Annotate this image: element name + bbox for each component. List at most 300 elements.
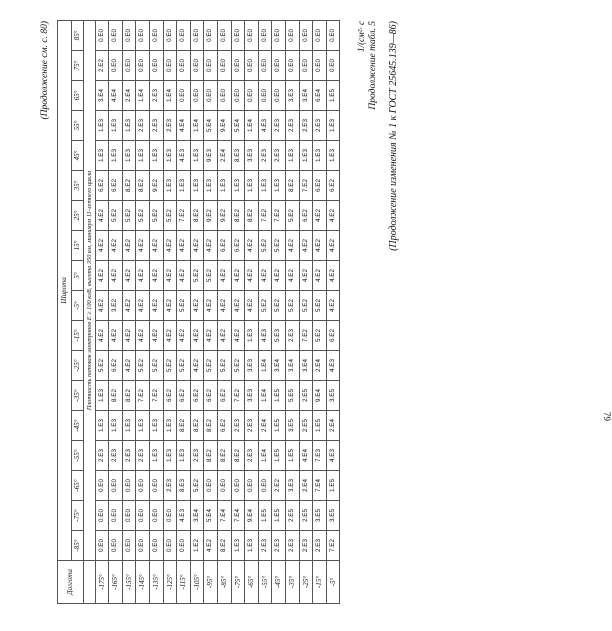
flux-value-cell: 5.E2 — [313, 321, 327, 351]
flux-value-cell: 4.E2 — [326, 231, 340, 261]
flux-value-cell: 4.E2 — [299, 231, 313, 261]
flux-value-cell: 3.E3 — [285, 81, 299, 111]
flux-value-cell: 4.E2 — [95, 291, 109, 321]
table-row — [231, 20, 245, 603]
table-caption: Плотность потоков электронов Е ≥ 100 кэВ, высота 350 км, минимум 11-летнего цикла — [83, 20, 95, 560]
flux-value-cell: 1.E5 — [272, 411, 286, 441]
flux-value-cell: 4.E2 — [149, 261, 163, 291]
flux-value-cell: 0.E0 — [177, 531, 191, 561]
flux-value-cell: 3.E3 — [285, 471, 299, 501]
flux-value-cell: 9.E3 — [204, 141, 218, 171]
flux-value-cell: 2.E3 — [136, 111, 150, 141]
flux-value-cell: 2.E3 — [258, 531, 272, 561]
table-row — [326, 20, 340, 603]
flux-value-cell: 1.E3 — [95, 381, 109, 411]
flux-value-cell: 0.E0 — [109, 471, 123, 501]
flux-value-cell: 5.E4 — [231, 111, 245, 141]
flux-value-cell: 0.E0 — [231, 81, 245, 111]
flux-value-cell: 1.E5 — [258, 501, 272, 531]
latitude-label: -5° — [71, 291, 83, 321]
flux-value-cell: 1.E3 — [163, 441, 177, 471]
flux-value-cell: 0.E0 — [258, 81, 272, 111]
flux-value-cell: 6.E2 — [326, 171, 340, 201]
flux-value-cell: 4.E2 — [149, 321, 163, 351]
flux-value-cell: 9.E2 — [217, 201, 231, 231]
flux-value-cell: 2.E4 — [122, 81, 136, 111]
flux-value-cell: 5.E4 — [204, 111, 218, 141]
flux-value-cell: 5.E2 — [285, 291, 299, 321]
flux-value-cell: 0.E0 — [285, 51, 299, 81]
flux-value-cell: 3.E5 — [313, 501, 327, 531]
flux-value-cell: 4.E3 — [258, 321, 272, 351]
flux-value-cell: 7.E2 — [299, 321, 313, 351]
flux-value-cell: 6.E2 — [231, 231, 245, 261]
flux-value-cell: 4.E2 — [217, 321, 231, 351]
flux-value-cell: 5.E2 — [299, 291, 313, 321]
flux-value-cell: 1.E3 — [190, 171, 204, 201]
table-row — [177, 20, 191, 603]
units-label: 1/(см²· с — [356, 21, 366, 52]
flux-value-cell: 6.E2 — [109, 351, 123, 381]
flux-value-cell: 0.E0 — [272, 20, 286, 50]
flux-value-cell: 2.E3 — [258, 141, 272, 171]
flux-value-cell: 0.E0 — [272, 51, 286, 81]
flux-value-cell: 1.E3 — [299, 141, 313, 171]
flux-value-cell: 1.E3 — [109, 111, 123, 141]
table-row — [95, 20, 109, 603]
flux-value-cell: 4.E2 — [149, 231, 163, 261]
flux-value-cell: 0.E0 — [149, 501, 163, 531]
flux-value-cell: 4.E2 — [163, 231, 177, 261]
flux-value-cell: 5.E4 — [204, 501, 218, 531]
flux-value-cell: 0.E0 — [95, 471, 109, 501]
flux-value-cell: 0.E0 — [136, 501, 150, 531]
flux-value-cell: 1.E3 — [177, 441, 191, 471]
flux-value-cell: 3.E3 — [245, 381, 259, 411]
flux-value-cell: 0.E0 — [217, 471, 231, 501]
flux-value-cell: 5.E2 — [204, 351, 218, 381]
flux-value-cell: 4.E4 — [177, 111, 191, 141]
flux-value-cell: 2.E5 — [285, 501, 299, 531]
flux-value-cell: 0.E0 — [313, 20, 327, 50]
flux-value-cell: 2.E3 — [285, 321, 299, 351]
flux-value-cell: 1.E3 — [149, 141, 163, 171]
table-row — [149, 20, 163, 603]
flux-value-cell: 8.E2 — [122, 381, 136, 411]
flux-value-cell: 1.E3 — [245, 531, 259, 561]
flux-value-cell: 7.E4 — [313, 471, 327, 501]
flux-value-cell: 4.E3 — [177, 141, 191, 171]
flux-value-cell: 1.E4 — [163, 81, 177, 111]
flux-value-cell: 2.E3 — [190, 441, 204, 471]
flux-value-cell: 3.E5 — [326, 381, 340, 411]
flux-value-cell: 1.E5 — [326, 81, 340, 111]
flux-value-cell: 4.E2 — [163, 321, 177, 351]
flux-value-cell: 3.E4 — [299, 351, 313, 381]
flux-value-cell: 1.E3 — [95, 111, 109, 141]
flux-value-cell: 4.E2 — [122, 261, 136, 291]
flux-value-cell: 1.E4 — [245, 111, 259, 141]
flux-value-cell: 5.E2 — [258, 231, 272, 261]
table-row — [122, 20, 136, 603]
flux-value-cell: 6.E2 — [204, 381, 218, 411]
flux-value-cell: 4.E2 — [204, 291, 218, 321]
table-row — [217, 20, 231, 603]
flux-value-cell: 7.E2 — [299, 171, 313, 201]
flux-value-cell: 6.E2 — [326, 321, 340, 351]
flux-value-cell: 0.E0 — [190, 81, 204, 111]
flux-value-cell: 3.E4 — [299, 81, 313, 111]
table-row — [245, 20, 259, 603]
latitude-label: 25° — [71, 201, 83, 231]
flux-value-cell: 1.E4 — [136, 81, 150, 111]
flux-value-cell: 4.E2 — [285, 261, 299, 291]
flux-value-cell: 6.E2 — [163, 381, 177, 411]
flux-value-cell: 2.E3 — [272, 531, 286, 561]
flux-value-cell: 4.E2 — [204, 531, 218, 561]
flux-value-cell: 7.E2 — [258, 201, 272, 231]
flux-value-cell: 4.E3 — [258, 111, 272, 141]
flux-value-cell: 4.E2 — [313, 261, 327, 291]
flux-value-cell: 7.E3 — [313, 441, 327, 471]
flux-value-cell: 0.E0 — [258, 20, 272, 50]
flux-value-cell: 0.E0 — [258, 51, 272, 81]
flux-value-cell: 6.E2 — [190, 381, 204, 411]
flux-value-cell: 2.E4 — [313, 351, 327, 381]
table-row — [299, 20, 313, 603]
flux-value-cell: 0.E0 — [122, 51, 136, 81]
flux-value-cell: 0.E0 — [109, 501, 123, 531]
flux-value-cell: 0.E0 — [177, 81, 191, 111]
flux-value-cell: 2.E3 — [149, 81, 163, 111]
longitude-cell: -45° — [272, 561, 286, 604]
flux-value-cell: 1.E4 — [258, 441, 272, 471]
flux-value-cell: 0.E0 — [95, 501, 109, 531]
flux-value-cell: 6.E4 — [313, 81, 327, 111]
document-title: (Продолжение изменения № 1 к ГОСТ 25645.139—86) — [388, 21, 399, 251]
flux-value-cell: 3.E4 — [95, 81, 109, 111]
flux-value-cell: 0.E0 — [204, 81, 218, 111]
flux-value-cell: 4.E2 — [136, 231, 150, 261]
flux-value-cell: 4.E2 — [245, 291, 259, 321]
flux-value-cell: 5.E2 — [163, 351, 177, 381]
flux-value-cell: 4.E2 — [326, 291, 340, 321]
flux-value-cell: 7.E2 — [272, 201, 286, 231]
flux-value-cell: 1.E3 — [149, 411, 163, 441]
flux-value-cell: 4.E2 — [190, 291, 204, 321]
flux-value-cell: 2.E3 — [285, 531, 299, 561]
flux-value-cell: 5.E2 — [136, 351, 150, 381]
flux-value-cell: 2.E5 — [299, 501, 313, 531]
longitude-cell: -175° — [95, 561, 109, 604]
flux-value-cell: 4.E2 — [122, 291, 136, 321]
flux-value-cell: 4.E3 — [326, 441, 340, 471]
flux-value-cell: 4.E2 — [190, 321, 204, 351]
flux-value-cell: 9.E4 — [245, 501, 259, 531]
flux-value-cell: 0.E0 — [231, 20, 245, 50]
table-row — [258, 20, 272, 603]
flux-value-cell: 2.E3 — [122, 441, 136, 471]
flux-value-cell: 0.E0 — [149, 51, 163, 81]
flux-value-cell: 0.E0 — [136, 20, 150, 50]
flux-value-cell: 8.E3 — [231, 141, 245, 171]
flux-value-cell: 3.E5 — [285, 411, 299, 441]
flux-value-cell: 4.E2 — [299, 261, 313, 291]
table-row — [313, 20, 327, 603]
flux-value-cell: 0.E0 — [204, 20, 218, 50]
flux-value-cell: 3.E2 — [109, 291, 123, 321]
flux-value-cell: 0.E0 — [217, 51, 231, 81]
flux-value-cell: 1.E3 — [272, 171, 286, 201]
flux-value-cell: 7.E4 — [231, 501, 245, 531]
longitude-header: Долгота — [58, 561, 84, 604]
latitude-label: 45° — [71, 141, 83, 171]
flux-value-cell: 0.E0 — [163, 20, 177, 50]
flux-value-cell: 5.E3 — [272, 321, 286, 351]
flux-value-cell: 4.E2 — [217, 291, 231, 321]
flux-value-cell: 1.E5 — [313, 411, 327, 441]
latitude-label: 5° — [71, 261, 83, 291]
flux-value-cell: 1.E3 — [231, 171, 245, 201]
flux-value-cell: 4.E2 — [231, 261, 245, 291]
flux-value-cell: 5.E5 — [285, 381, 299, 411]
flux-value-cell: 1.E3 — [245, 321, 259, 351]
flux-value-cell: 8.E2 — [231, 201, 245, 231]
flux-value-cell: 0.E0 — [122, 501, 136, 531]
flux-value-cell: 4.E2 — [122, 351, 136, 381]
flux-value-cell: 3.E4 — [190, 501, 204, 531]
flux-value-cell: 1.E3 — [149, 441, 163, 471]
flux-value-cell: 0.E0 — [313, 51, 327, 81]
flux-value-cell: 6.E2 — [217, 411, 231, 441]
flux-value-cell: 4.E2 — [109, 231, 123, 261]
flux-value-cell: 0.E0 — [299, 51, 313, 81]
flux-value-cell: 4.E2 — [177, 261, 191, 291]
caption-spacer — [83, 561, 95, 604]
flux-value-cell: 0.E0 — [177, 20, 191, 50]
longitude-cell: -55° — [258, 561, 272, 604]
latitude-label: 15° — [71, 231, 83, 261]
flux-value-cell: 0.E0 — [190, 20, 204, 50]
flux-value-cell: 4.E2 — [149, 291, 163, 321]
latitude-label: 65° — [71, 81, 83, 111]
flux-value-cell: 4.E2 — [136, 291, 150, 321]
flux-value-cell: 1.E3 — [245, 171, 259, 201]
flux-value-cell: 4.E2 — [109, 261, 123, 291]
flux-value-cell: 0.E0 — [122, 531, 136, 561]
flux-value-cell: 4.E2 — [190, 231, 204, 261]
flux-value-cell: 0.E0 — [299, 20, 313, 50]
flux-value-cell: 2.E3 — [285, 111, 299, 141]
flux-value-cell: 7.E2 — [177, 201, 191, 231]
flux-value-cell: 0.E0 — [217, 20, 231, 50]
flux-value-cell: 0.E0 — [136, 51, 150, 81]
flux-value-cell: 2.E3 — [313, 531, 327, 561]
page-number: 79 — [602, 412, 612, 421]
longitude-cell: -35° — [285, 561, 299, 604]
flux-value-cell: 9.E2 — [149, 171, 163, 201]
flux-value-cell: 9.E4 — [313, 381, 327, 411]
table-row — [204, 20, 218, 603]
flux-value-cell: 2.E3 — [231, 411, 245, 441]
latitude-label: -85° — [71, 531, 83, 561]
flux-value-cell: 1.E5 — [326, 471, 340, 501]
flux-value-cell: 1.E3 — [163, 171, 177, 201]
latitude-label: -45° — [71, 411, 83, 441]
flux-value-cell: 0.E0 — [245, 471, 259, 501]
flux-value-cell: 2.E3 — [272, 141, 286, 171]
flux-value-cell: 5.E2 — [258, 291, 272, 321]
flux-value-cell: 1.E5 — [272, 441, 286, 471]
flux-value-cell: 5.E2 — [285, 201, 299, 231]
flux-value-cell: 5.E2 — [190, 261, 204, 291]
flux-value-cell: 4.E2 — [163, 291, 177, 321]
flux-value-cell: 4.E2 — [326, 261, 340, 291]
flux-value-cell: 4.E3 — [177, 501, 191, 531]
flux-value-cell: 3.E4 — [285, 351, 299, 381]
flux-table — [57, 20, 340, 604]
flux-value-cell: 4.E4 — [109, 81, 123, 111]
flux-value-cell: 1.E3 — [136, 411, 150, 441]
flux-value-cell: 0.E0 — [95, 20, 109, 50]
flux-value-cell: 8.E2 — [109, 381, 123, 411]
latitude-label: 75° — [71, 51, 83, 81]
flux-value-cell: 0.E0 — [217, 81, 231, 111]
flux-value-cell: 2.E4 — [299, 471, 313, 501]
flux-value-cell: 2.E3 — [299, 531, 313, 561]
flux-value-cell: 5.E2 — [204, 261, 218, 291]
flux-value-cell: 0.E0 — [245, 81, 259, 111]
flux-value-cell: 4.E2 — [177, 231, 191, 261]
flux-value-cell: 0.E0 — [163, 531, 177, 561]
flux-value-cell: 1.E3 — [109, 141, 123, 171]
flux-value-cell: 1.E4 — [258, 351, 272, 381]
flux-value-cell: 8.E2 — [204, 441, 218, 471]
flux-value-cell: 0.E0 — [285, 20, 299, 50]
flux-value-cell: 4.E2 — [109, 321, 123, 351]
flux-value-cell: 4.E2 — [95, 321, 109, 351]
flux-value-cell: 4.E2 — [245, 231, 259, 261]
flux-value-cell: 8.E2 — [245, 201, 259, 231]
table-row — [190, 20, 204, 603]
flux-value-cell: 5.E2 — [272, 231, 286, 261]
table-row — [109, 20, 123, 603]
longitude-cell: -125° — [163, 561, 177, 604]
flux-value-cell: 8.E2 — [217, 531, 231, 561]
flux-value-cell: 0.E0 — [326, 20, 340, 50]
flux-value-cell: 4.E2 — [313, 201, 327, 231]
flux-value-cell: 1.E3 — [217, 171, 231, 201]
flux-value-cell: 4.E4 — [299, 441, 313, 471]
flux-value-cell: 8.E2 — [122, 171, 136, 201]
longitude-cell: -25° — [299, 561, 313, 604]
flux-value-cell: 2.E3 — [313, 111, 327, 141]
latitude-label: 85° — [71, 20, 83, 50]
flux-value-cell: 8.E2 — [177, 411, 191, 441]
flux-value-cell: 4.E2 — [204, 231, 218, 261]
flux-value-cell: 6.E2 — [299, 201, 313, 231]
flux-value-cell: 1.E3 — [109, 411, 123, 441]
flux-value-cell: 4.E2 — [95, 231, 109, 261]
flux-value-cell: 4.E2 — [95, 201, 109, 231]
flux-value-cell: 1.E2 — [190, 531, 204, 561]
flux-value-cell: 1.E3 — [177, 171, 191, 201]
flux-value-cell: 4.E2 — [285, 231, 299, 261]
flux-value-cell: 0.E0 — [136, 531, 150, 561]
flux-value-cell: 7.E2 — [231, 381, 245, 411]
flux-value-cell: 4.E2 — [122, 231, 136, 261]
flux-value-cell: 5.E2 — [95, 351, 109, 381]
flux-value-cell: 2.E3 — [299, 111, 313, 141]
table-row — [285, 20, 299, 603]
flux-value-cell: 1.E5 — [285, 441, 299, 471]
longitude-cell: -15° — [313, 561, 327, 604]
flux-value-cell: 1.E3 — [258, 171, 272, 201]
flux-value-cell: 4.E2 — [136, 261, 150, 291]
flux-value-cell: 1.E3 — [285, 141, 299, 171]
flux-value-cell: 5.E2 — [217, 351, 231, 381]
flux-value-cell: 2.E3 — [109, 441, 123, 471]
flux-value-cell: 5.E2 — [163, 201, 177, 231]
flux-value-cell: 5.E2 — [149, 351, 163, 381]
flux-value-cell: 2.E4 — [258, 411, 272, 441]
flux-value-cell: 5.E2 — [122, 201, 136, 231]
flux-value-cell: 1.E4 — [190, 111, 204, 141]
longitude-cell: -75° — [231, 561, 245, 604]
flux-value-cell: 1.E5 — [272, 381, 286, 411]
flux-value-cell: 8.E2 — [190, 411, 204, 441]
flux-value-cell: 0.E0 — [163, 501, 177, 531]
flux-value-cell: 6.E2 — [95, 171, 109, 201]
flux-value-cell: 5.E2 — [313, 291, 327, 321]
flux-value-cell: 4.E2 — [204, 321, 218, 351]
flux-value-cell: 1.E3 — [204, 171, 218, 201]
flux-value-cell: 8.E2 — [231, 441, 245, 471]
footer-continuation: (Продолжение см. с. 80) — [40, 21, 50, 120]
flux-value-cell: 0.E0 — [109, 20, 123, 50]
flux-value-cell: 5.E2 — [136, 201, 150, 231]
flux-value-cell: 2.E3 — [272, 111, 286, 141]
latitude-label: -35° — [71, 381, 83, 411]
flux-value-cell: 0.E0 — [177, 51, 191, 81]
flux-value-cell: 5.E2 — [177, 351, 191, 381]
flux-value-cell: 0.E0 — [109, 531, 123, 561]
flux-value-cell: 4.E2 — [136, 321, 150, 351]
flux-value-cell: 1.E3 — [313, 141, 327, 171]
flux-value-cell: 8.E3 — [177, 471, 191, 501]
flux-value-cell: 5.E2 — [109, 201, 123, 231]
longitude-cell: -95° — [204, 561, 218, 604]
flux-value-cell: 0.E0 — [272, 81, 286, 111]
longitude-cell: -135° — [149, 561, 163, 604]
flux-value-cell: 4.E2 — [190, 351, 204, 381]
flux-value-cell: 4.E2 — [258, 261, 272, 291]
flux-value-cell: 7.E2 — [326, 531, 340, 561]
flux-value-cell: 1.E3 — [95, 411, 109, 441]
table-row — [163, 20, 177, 603]
flux-value-cell: 6.E2 — [217, 231, 231, 261]
flux-value-cell: 1.E3 — [326, 141, 340, 171]
latitude-label: -25° — [71, 351, 83, 381]
latitude-header: Широта — [58, 20, 72, 560]
flux-value-cell: 2.E3 — [245, 441, 259, 471]
flux-value-cell: 2.E4 — [326, 411, 340, 441]
table-row — [272, 20, 286, 603]
flux-value-cell: 5.E2 — [177, 291, 191, 321]
flux-value-cell: 1.E3 — [95, 141, 109, 171]
flux-value-cell: 0.E0 — [231, 471, 245, 501]
flux-value-cell: 0.E0 — [136, 471, 150, 501]
